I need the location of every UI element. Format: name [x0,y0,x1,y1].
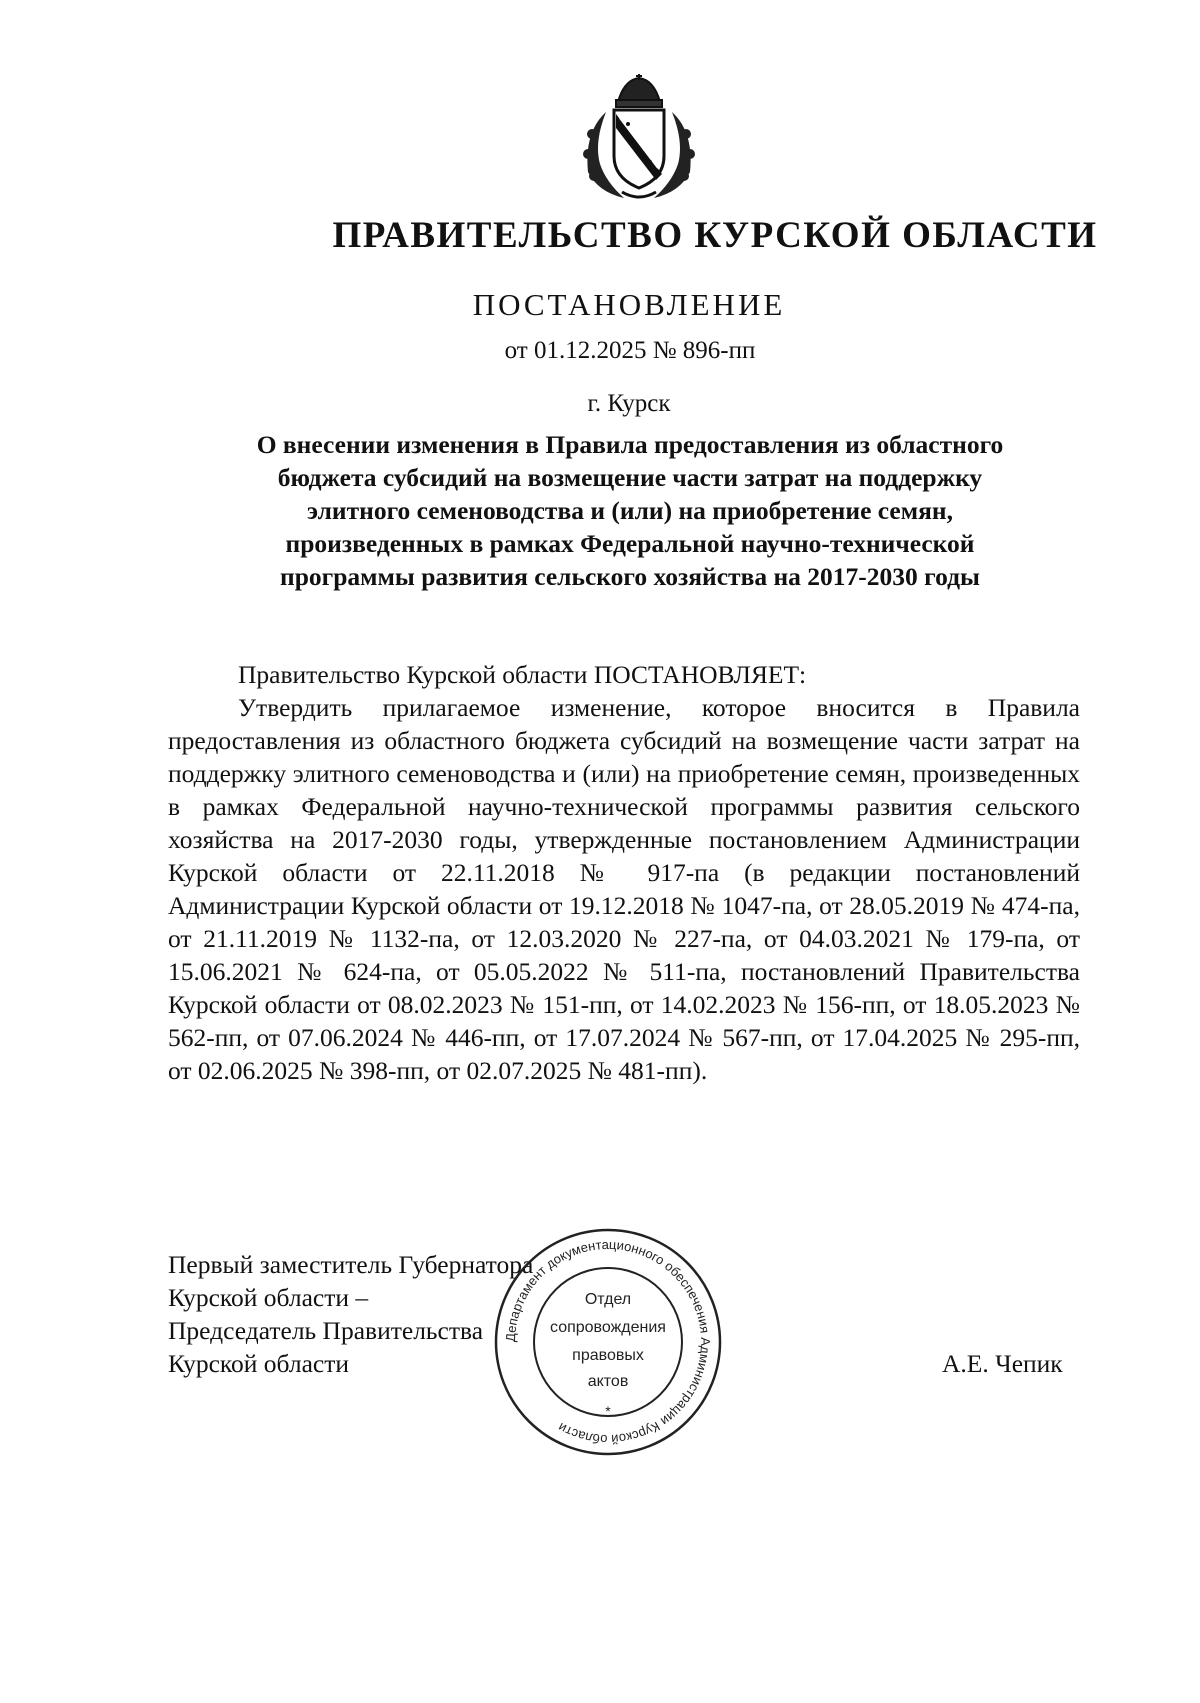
subject-line: О внесении изменения в Правила предоставления из областного [256,430,1004,459]
signer-position-line: Курской области – [168,1283,369,1312]
government-title: ПРАВИТЕЛЬСТВО КУРСКОЙ ОБЛАСТИ [332,215,1098,256]
stamp-ring-text: Департамент документационного обеспечения Администрации Курской области [502,1236,714,1448]
document-city: г. Курск [587,390,671,417]
official-stamp [490,1224,726,1460]
resolution-paragraph: Утвердить прилагаемое изменение, которое вносится в Правила предоставления из областного бюджета субсидий на возмещение части затрат на поддержку элитного семеноводства и (или) на приобретение семян, произведенных в рамках Федеральной научно-технической программы развития сельского хозяйства на 2017-2030 годы, утвержденные постановлением Администрации Курской области от 22.11.2018 № 917-па (в редакции постановлений Администрации Курской области от 19.12.2018 № 1047-па, от 28.05.2019 № 474-па, от 21.11.2019 № 1132-па, от 12.03.2020 № 227-па, от 04.03.2021 № 179-па, от 15.06.2021 № 624-па, от 05.05.2022 № 511-па, постановлений Правительства Курской области от 08.02.2023 № 151-пп, от 14.02.2023 № 156-пп, от 18.05.2023 № 562-пп, от 07.06.2024 № 446-пп, от 17.07.2024 № 567-пп, от 17.04.2025 № 295-пп, от 02.06.2025 № 398-пп, от 02.07.2025 № 481-пп). [168,693,1080,1085]
stamp-center-line: правовых [572,1347,644,1364]
document-type: ПОСТАНОВЛЕНИЕ [472,287,786,322]
signer-name: А.Е. Чепик [942,1349,1063,1378]
stamp-center-line: актов [587,1373,629,1390]
document-subject [200,428,1060,593]
subject-line: произведенных в рамках Федеральной научно-технической [285,529,975,558]
signer-position [168,1248,533,1380]
document-date-number: от 01.12.2025 № 896-пп [504,337,756,364]
stamp-center-line: Отдел [584,1291,632,1308]
document-body [168,658,1080,1087]
signer-position-line: Первый заместитель Губернатора [168,1250,534,1279]
subject-line: элитного семеноводства и (или) на приобретение семян, [307,496,953,525]
stamp-star-icon: * [605,1403,611,1419]
subject-line: бюджета субсидий на возмещение части затрат на поддержку [277,463,983,492]
subject-line: программы развития сельского хозяйства на 2017-2030 годы [280,562,980,591]
resolution-intro: Правительство Курской области ПОСТАНОВЛЯЕТ: [238,660,807,689]
stamp-center-line: сопровождения [550,1319,666,1336]
signer-position-line: Курской области [168,1349,350,1378]
coat-of-arms-icon [566,72,712,204]
signer-position-line: Председатель Правительства [168,1316,484,1345]
